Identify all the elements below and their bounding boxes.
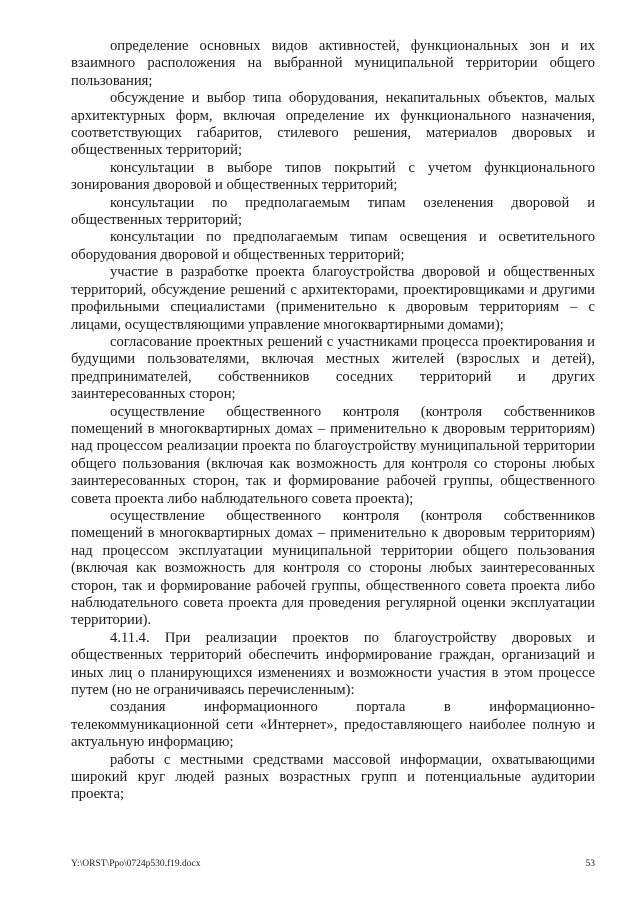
page-footer [71,859,595,869]
paragraph-internet-portal: создания информационного портала в информационно-телекоммуникационной сети «Интернет», предоставляющего наиболее полную и актуальную информацию; [71,699,595,751]
paragraph-lighting-consultation: консультации по предполагаемым типам освещения и осветительного оборудования дворовой и общественных территорий; [71,229,595,263]
paragraph-implementation-control: осуществление общественного контроля (контроля собственников помещений в многоквартирных домах – применительно к дворовым территориям) над процессом реализации проекта по благоустройству муниципальной территории общего пользования (включая как возможность для контроля со стороны любых заинтересованных сторон, так и формирование рабочей группы, общественного совета проекта либо наблюдательного совета проекта); [71,403,595,507]
paragraph-activity-zones: определение основных видов активностей, функциональных зон и их взаимного расположения на выбранной муниципальной территории общего пользования; [71,38,595,89]
paragraph-section-4-11-4: 4.11.4. При реализации проектов по благоустройству дворовых и общественных территорий обеспечить информирование граждан, организаций и иных лиц о планирующихся изменениях и возможности участия в этом процессе путем (но не ограничиваясь перечисленным): [71,629,595,699]
paragraph-surface-consultation: консультации в выборе типов покрытий с учетом функционального зонирования дворовой и общественных территорий; [71,159,595,194]
footer-page-number: 53 [585,859,595,869]
paragraph-landscaping-consultation: консультации по предполагаемым типам озеленения дворовой и общественных территорий; [71,194,595,229]
paragraph-project-development: участие в разработке проекта благоустройства дворовой и общественных территорий, обсуждение решений с архитекторами, проектировщиками и другими профильными специалистами (применительно к дворовым территориям – с лицами, осуществляющими управление многоквартирными домами); [71,264,595,333]
paragraph-operation-control: осуществление общественного контроля (контроля собственников помещений в многоквартирных домах – применительно к дворовым территориям) над процессом эксплуатации муниципальной территории общего пользования (включая как возможность для контроля со стороны любых заинтересованных сторон, так и формирование рабочей группы, общественного совета проекта либо наблюдательного совета проекта для проведения регулярной оценки эксплуатации территории). [71,507,595,629]
paragraph-design-approval: согласование проектных решений с участниками процесса проектирования и будущими пользователями, включая местных жителей (взрослых и детей), предпринимателей, собственников соседних территорий и других заинтересованных сторон; [71,333,595,403]
paragraph-equipment-selection: обсуждение и выбор типа оборудования, некапитальных объектов, малых архитектурных форм, включая определение их функционального назначения, соответствующих габаритов, стилевого решения, материалов дворовых и общественных территорий; [71,90,595,159]
footer-file-path: Y:\ORST\Ppo\0724p530.f19.docx [71,859,201,869]
paragraph-local-media: работы с местными средствами массовой информации, охватывающими широкий круг людей разных возрастных групп и потенциальные аудитории проекта; [71,751,595,803]
document-body [71,38,595,804]
